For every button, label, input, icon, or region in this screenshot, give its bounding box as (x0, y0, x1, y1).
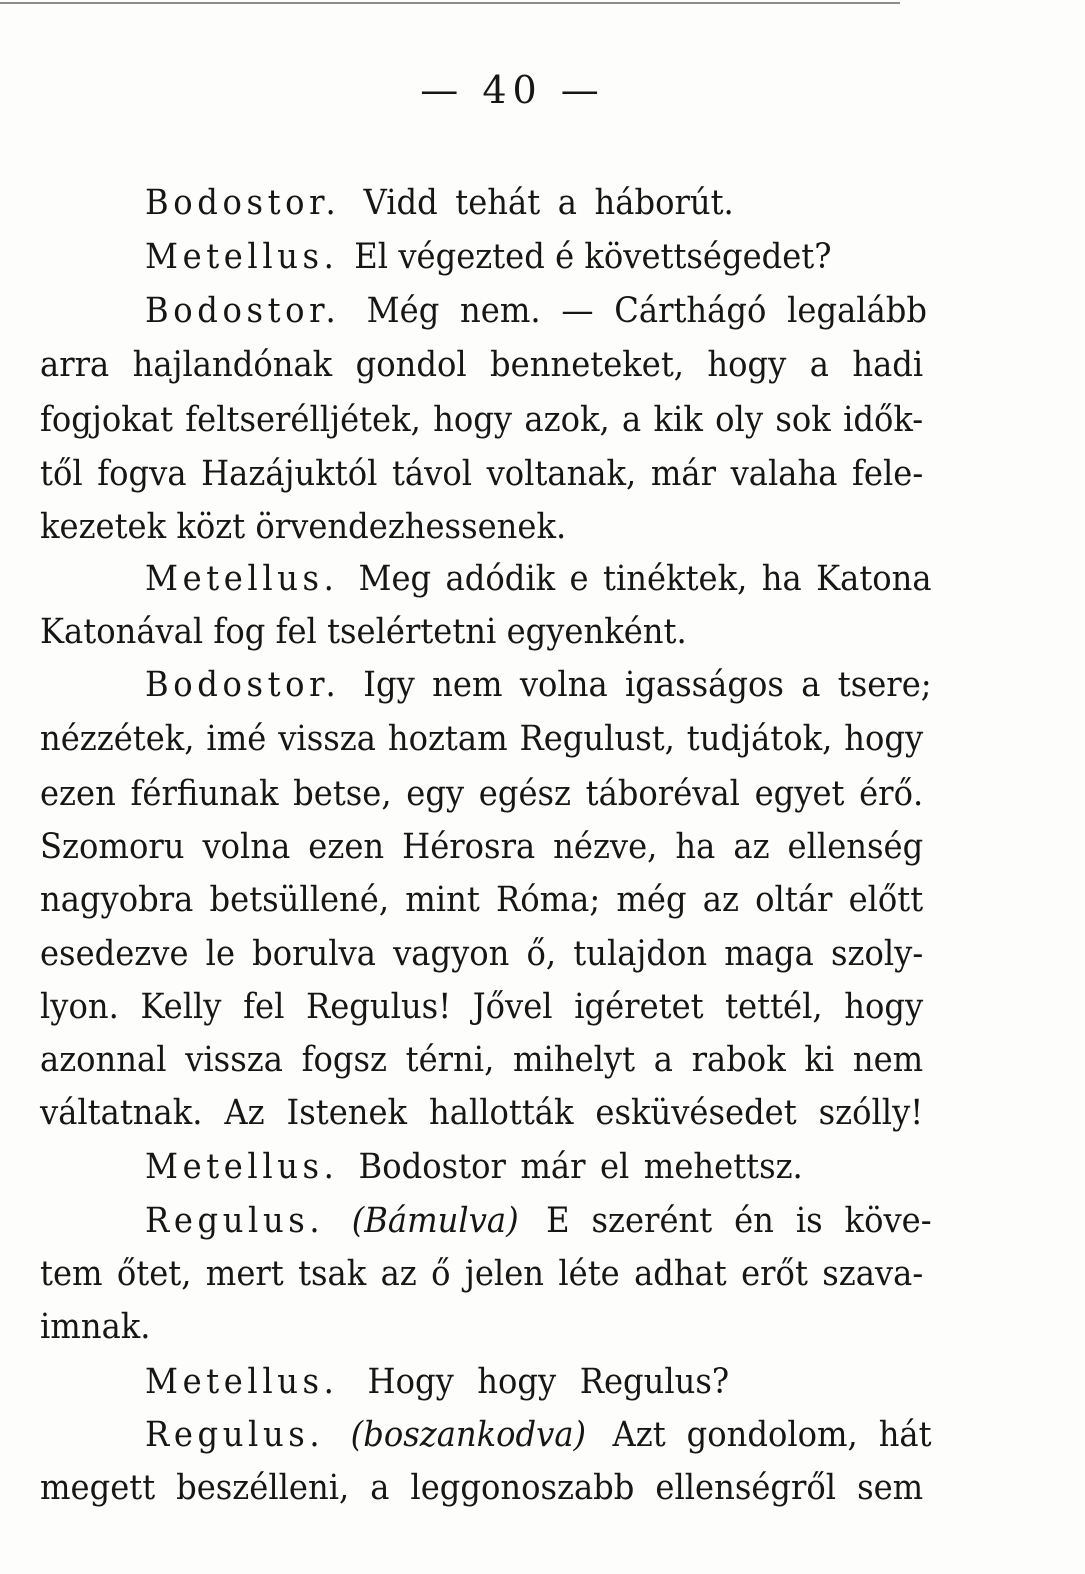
line-text: nézzétek, imé vissza hoztam Regulust, tudjátok, hogy (40, 719, 924, 759)
line-text: fogjokat feltserélljétek, hogy azok, a kik oly sok idők- (40, 400, 924, 440)
text-line (145, 291, 928, 331)
text-line (145, 1362, 730, 1402)
text-line (40, 1307, 923, 1347)
text-line (40, 1040, 924, 1080)
text-line (145, 1147, 803, 1187)
speaker-name: Bodostor. (145, 291, 341, 331)
stage-direction: (Bámulva) (351, 1201, 519, 1241)
line-text: től fogva Hazájuktól távol voltanak, már valaha fele- (40, 454, 924, 494)
text-line (40, 1093, 924, 1133)
line-text: azonnal vissza fogsz térni, mihelyt a rabok ki nem (40, 1040, 924, 1080)
text-line (145, 183, 734, 223)
line-text: imnak. (40, 1307, 151, 1347)
line-text: Bodostor már el mehettsz. (358, 1147, 803, 1187)
scan-edge-rule (0, 2, 900, 4)
text-line (145, 1201, 932, 1241)
speaker-name: Bodostor. (145, 665, 341, 705)
text-line (145, 665, 932, 705)
speaker-name: Metellus. (145, 1147, 339, 1187)
text-line (145, 559, 932, 599)
text-line (40, 507, 923, 547)
line-text: Meg adódik e tinéktek, ha Katona (358, 559, 932, 599)
line-text: El végezted é követtségedet? (354, 237, 832, 277)
speaker-name: Metellus. (145, 1362, 339, 1402)
speaker-name: Regulus. (145, 1415, 325, 1455)
text-line (40, 934, 924, 974)
text-line (40, 880, 924, 920)
line-text: Igy nem volna igasságos a tsere; (363, 665, 932, 705)
line-text: Még nem. — Cárthágó legalább (366, 291, 928, 331)
line-text: nagyobra betsüllené, mint Róma; még az oltár előtt (40, 880, 924, 920)
text-line (40, 400, 924, 440)
text-line (40, 345, 924, 385)
line-text: tem őtet, mert tsak az ő jelen léte adhat erőt szava- (40, 1254, 924, 1294)
line-text: Vidd tehát a háborút. (363, 183, 734, 223)
line-text: E szerént én is köve- (546, 1201, 932, 1241)
text-line (40, 454, 924, 494)
speaker-name: Regulus. (145, 1201, 325, 1241)
text-line (40, 719, 924, 759)
text-line (40, 1468, 924, 1508)
text-line (40, 827, 924, 867)
speaker-name: Bodostor. (145, 183, 341, 223)
stage-direction: (boszankodva) (350, 1415, 587, 1455)
text-line (40, 774, 924, 814)
line-text: arra hajlandónak gondol benneteket, hogy a hadi (40, 345, 924, 385)
line-text: váltatnak. Az Istenek hallották esküvésedet szólly! (40, 1093, 924, 1133)
line-text: lyon. Kelly fel Regulus! Jővel igéretet tettél, hogy (40, 987, 924, 1027)
speaker-name: Metellus. (145, 237, 339, 277)
text-line (40, 612, 923, 652)
line-text: Szomoru volna ezen Hérosra nézve, ha az ellenség (40, 827, 924, 867)
text-line (40, 987, 924, 1027)
line-text: ezen férfiunak betse, egy egész táboréval egyet érő. (40, 774, 924, 814)
text-line (145, 237, 832, 277)
page-number: — 40 — (420, 68, 605, 112)
line-text: megett beszélleni, a leggonoszabb ellenségről sem (40, 1468, 924, 1508)
line-text: kezetek közt örvendezhessenek. (40, 507, 567, 547)
line-text: Azt gondolom, hát (612, 1415, 932, 1455)
text-line (145, 1415, 932, 1455)
line-text: esedezve le borulva vagyon ő, tulajdon maga szoly- (40, 934, 924, 974)
line-text: Hogy hogy Regulus? (367, 1362, 730, 1402)
text-line (40, 1254, 924, 1294)
line-text: Katonával fog fel tselértetni egyenként. (40, 612, 687, 652)
speaker-name: Metellus. (145, 559, 339, 599)
